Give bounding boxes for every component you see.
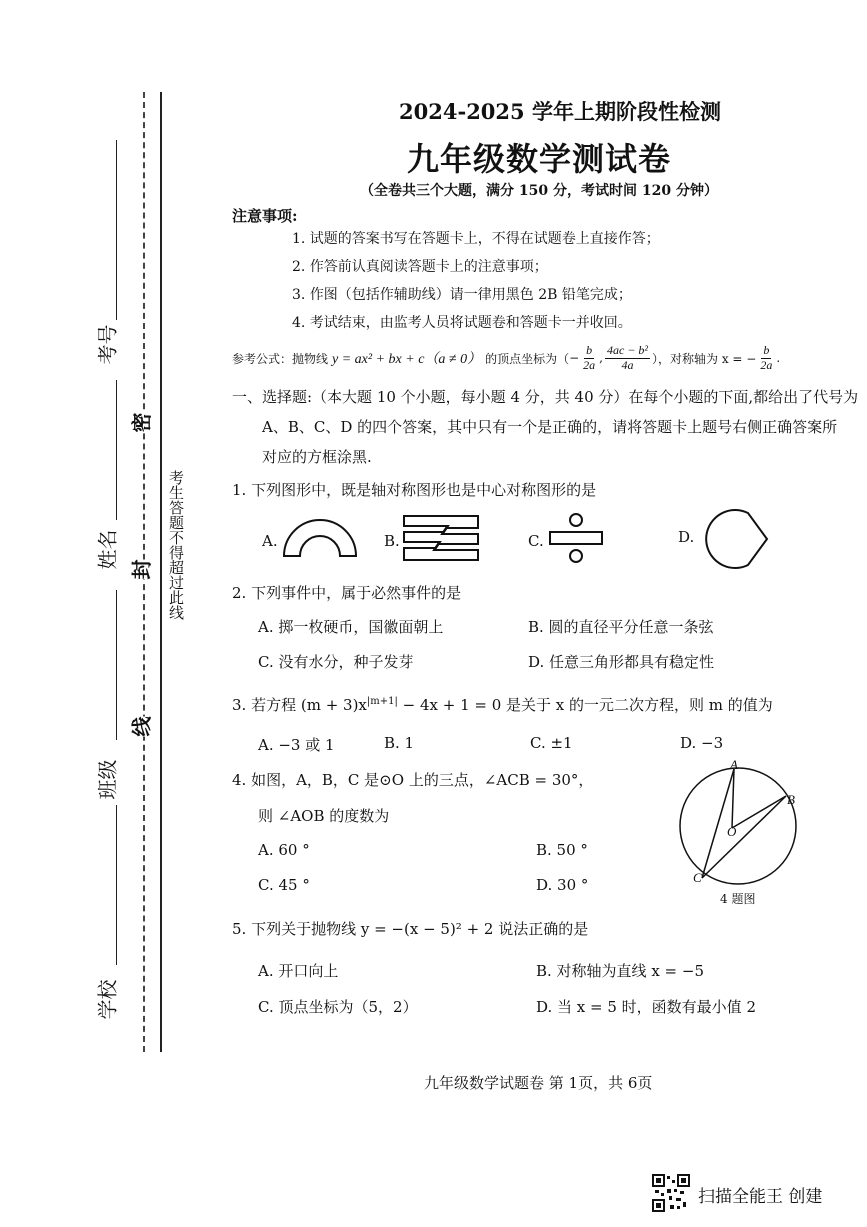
notice-item: 4. 考试结束，由监考人员将试题卷和答题卡一并收回。: [292, 315, 632, 331]
circle-figure: [672, 760, 802, 890]
notices-heading: 注意事项:: [232, 207, 298, 225]
option-text: A. 掷一枚硬币，国徽面朝上: [258, 618, 444, 636]
option-text: D. 任意三角形都具有稳定性: [528, 653, 715, 671]
field-line-name[interactable]: [116, 380, 117, 520]
option-label: B.: [384, 532, 400, 550]
option-text: B. 对称轴为直线 x = −5: [536, 962, 705, 980]
section-heading: 一、选择题:（本大题 10 个小题，每小题 4 分，共 40 分）在每个小题的下面,都给出了代号为: [232, 388, 859, 406]
question-stem: 5. 下列关于抛物线 y = −(x − 5)² + 2 说法正确的是: [232, 920, 589, 938]
option-text: C. 没有水分，种子发芽: [258, 653, 414, 671]
option-text: D. −3: [680, 734, 724, 752]
option-text: A. 开口向上: [258, 962, 339, 980]
formula-vertex-text: 的顶点坐标为（: [485, 351, 570, 366]
formula-equation: y = ax² + bx + c（a ≠ 0）: [332, 352, 482, 367]
notice-item: 1. 试题的答案书写在答题卡上，不得在试题卷上直接作答；: [292, 231, 660, 247]
formula-fraction: $\frac{\text{4ac − b²}}{4a}$: [607, 342, 649, 372]
formula-fraction: $\frac{b}{2a}$: [760, 342, 773, 372]
exam-note: （全卷共三个大题，满分 150 分，考试时间 120 分钟）: [360, 183, 718, 199]
option-figure-teardrop: [700, 508, 770, 570]
option-text: A. 60 °: [258, 841, 310, 859]
notice-item: 3. 作图（包括作辅助线）请一律用黑色 2B 铅笔完成；: [292, 287, 632, 303]
margin-warning: 考生答题不得超过此线: [167, 470, 185, 620]
option-text: D. 当 x = 5 时，函数有最小值 2: [536, 998, 756, 1016]
option-text: C. 顶点坐标为（5，2）: [258, 998, 418, 1016]
figure-label-a: A: [730, 757, 738, 772]
section-text: 对应的方框涂黑.: [262, 448, 372, 466]
field-label-school: 学校: [95, 979, 120, 1020]
figure-label-o: O: [727, 824, 737, 839]
qr-code-icon: [652, 1174, 690, 1212]
option-label: C.: [528, 532, 544, 550]
formula-axis-text: ），对称轴为 x = −: [652, 351, 757, 366]
option-text: C. ±1: [530, 734, 573, 752]
option-label: A.: [262, 532, 278, 550]
option-text: D. 30 °: [536, 876, 589, 894]
seal-word-mi: 密: [126, 413, 155, 433]
option-text: B. 圆的直径平分任意一条弦: [528, 618, 714, 636]
question-stem: 1. 下列图形中，既是轴对称图形也是中心对称图形的是: [232, 481, 597, 499]
option-label: D.: [678, 528, 695, 546]
field-label-name: 姓名: [95, 529, 120, 570]
option-text: B. 50 °: [536, 841, 588, 859]
binding-solid-line: [160, 92, 162, 1052]
formula-prefix: 参考公式：抛物线: [232, 351, 329, 366]
page-title: 九年级数学测试卷: [406, 140, 671, 178]
field-line-class[interactable]: [116, 590, 117, 740]
question-stem: 则 ∠AOB 的度数为: [258, 807, 390, 825]
section-text: A、B、C、D 的四个答案，其中只有一个是正确的，请将答题卡上题号右侧正确答案所: [262, 418, 838, 436]
seal-word-feng: 封: [126, 560, 155, 580]
field-label-class: 班级: [95, 759, 120, 800]
page-footer: 九年级数学试题卷 第 1页，共 6页: [424, 1074, 653, 1092]
exam-subtitle: 2024-2025 学年上期阶段性检测: [399, 99, 721, 124]
notice-item: 2. 作答前认真阅读答题卡上的注意事项；: [292, 259, 548, 275]
figure-caption: 4 题图: [720, 892, 756, 906]
question-stem: 2. 下列事件中，属于必然事件的是: [232, 584, 462, 602]
figure-label-c: C: [693, 870, 702, 885]
field-line-school[interactable]: [116, 805, 117, 965]
reference-formula: 参考公式：抛物线 y = ax² + bx + c（a ≠ 0） 的顶点坐标为（ − $\frac{b}{2a}$ , $\frac{\text{4ac − b²}}{4a}$ ），对称轴为 x = − $\frac{b}{2a}$ .: [232, 342, 781, 372]
seal-word-xian: 线: [126, 717, 155, 737]
formula-fraction: $\frac{b}{2a}$: [583, 342, 596, 372]
option-text: C. 45 °: [258, 876, 310, 894]
option-figure-division-sign: [548, 512, 604, 564]
option-text: B. 1: [384, 734, 415, 752]
scanner-watermark: 扫描全能王 创建: [698, 1187, 823, 1207]
field-label-exam-number: 考号: [95, 324, 120, 365]
question-stem: 4. 如图，A，B，C 是⊙O 上的三点，∠ACB = 30°，: [232, 771, 594, 789]
figure-label-b: B: [787, 792, 795, 807]
option-text: A. −3 或 1: [258, 736, 335, 754]
option-figure-z-shape: [402, 514, 480, 562]
question-stem: 3. 若方程 $(m + 3)x^{|m+1|} - 4x + 1 = 0$ 是关于 x 的一元二次方程，则 m 的值为: [232, 696, 773, 714]
option-figure-arch: [282, 516, 358, 558]
